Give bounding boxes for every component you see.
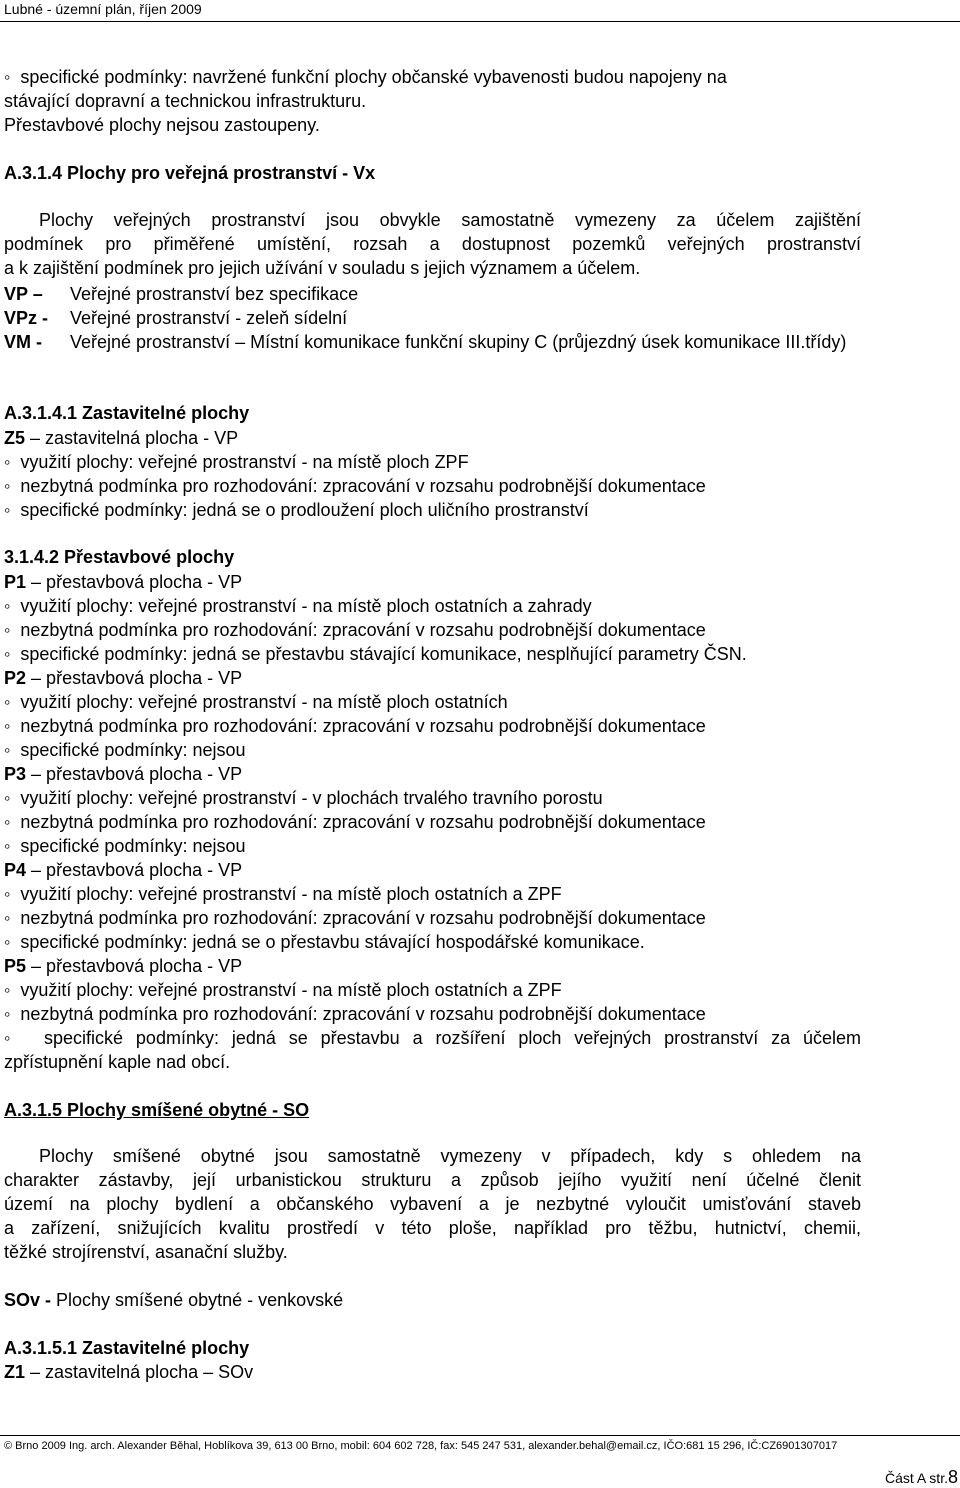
footer-rule bbox=[0, 1435, 960, 1436]
definition-text: Veřejné prostranství – Místní komunikace funkční skupiny C (průjezdný úsek komunikace III.třídy) bbox=[70, 332, 847, 352]
bullet-item: ◦ specifické podmínky: jedná se o přestavbu stávající hospodářské komunikace. bbox=[4, 931, 645, 953]
bullet-item: ◦ využití plochy: veřejné prostranství - na místě ploch ZPF bbox=[4, 451, 469, 473]
area-label: – zastavitelná plocha – SOv bbox=[30, 1362, 254, 1382]
definition-vpz bbox=[4, 307, 347, 329]
paragraph-line: a k zajištění podmínek pro jejich užívání v souladu s jejich významem a účelem. bbox=[4, 258, 641, 278]
bullet-item: ◦ specifické podmínky: nejsou bbox=[4, 739, 246, 761]
area-code: P4 bbox=[4, 860, 27, 880]
bullet-item: ◦ využití plochy: veřejné prostranství - na místě ploch ostatních a ZPF bbox=[4, 979, 562, 1001]
paragraph-line: území na plochy bydlení a občanského vybavení a je nezbytné vyloučit umisťování staveb bbox=[4, 1194, 861, 1214]
definition-vm bbox=[4, 330, 861, 354]
area-title bbox=[4, 1361, 253, 1383]
paragraph-line: Plochy veřejných prostranství jsou obvykle samostatně vymezeny za účelem zajištění bbox=[39, 210, 861, 230]
definition-text: Veřejné prostranství - zeleň sídelní bbox=[70, 308, 348, 328]
paragraph-line: podmínek pro přiměřené umístění, rozsah a dostupnost pozemků veřejných prostranství bbox=[4, 234, 861, 254]
definition-code: VPz - bbox=[4, 308, 49, 328]
area-code: P1 bbox=[4, 572, 27, 592]
definition-code: SOv - bbox=[4, 1290, 52, 1310]
definition-sov bbox=[4, 1289, 343, 1311]
area-title bbox=[4, 427, 238, 449]
bullet-item: ◦ specifické podmínky: jedná se přestavbu a rozšíření ploch veřejných prostranství za účelem bbox=[4, 1026, 861, 1050]
header-title: Lubné - územní plán, říjen 2009 bbox=[4, 1, 202, 17]
area-title bbox=[4, 955, 242, 977]
subsection-heading: 3.1.4.2 Přestavbové plochy bbox=[4, 547, 235, 567]
bullet-item: ◦ specifické podmínky: nejsou bbox=[4, 835, 246, 857]
text-line: Přestavbové plochy nejsou zastoupeny. bbox=[4, 115, 320, 135]
bullet-item: ◦ nezbytná podmínka pro rozhodování: zpracování v rozsahu podrobnější dokumentace bbox=[4, 907, 706, 929]
text-line: zpřístupnění kaple nad obcí. bbox=[4, 1052, 231, 1072]
area-label: – přestavbová plocha - VP bbox=[31, 764, 243, 784]
area-label: – přestavbová plocha - VP bbox=[31, 668, 243, 688]
definition-vp bbox=[4, 283, 358, 305]
bullet-item: ◦ využití plochy: veřejné prostranství - na místě ploch ostatních a ZPF bbox=[4, 883, 562, 905]
definition-code: VM - bbox=[4, 332, 42, 352]
bullet-item: ◦ využití plochy: veřejné prostranství - na místě ploch ostatních bbox=[4, 691, 508, 713]
area-code: P2 bbox=[4, 668, 27, 688]
bullet-item: ◦ nezbytná podmínka pro rozhodování: zpracování v rozsahu podrobnější dokumentace bbox=[4, 475, 706, 497]
definition-text: Plochy smíšené obytné - venkovské bbox=[56, 1290, 344, 1310]
area-code: Z1 bbox=[4, 1362, 26, 1382]
definition-text: Veřejné prostranství bez specifikace bbox=[70, 284, 359, 304]
bullet-item: ◦ využití plochy: veřejné prostranství - na místě ploch ostatních a zahrady bbox=[4, 595, 592, 617]
section-heading: A.3.1.5 Plochy smíšené obytné - SO bbox=[4, 1100, 310, 1120]
header-rule bbox=[0, 21, 960, 22]
bullet-item: ◦ specifické podmínky: jedná se přestavbu stávající komunikace, nesplňující parametry ČSN. bbox=[4, 643, 747, 665]
subsection-heading: A.3.1.5.1 Zastavitelné plochy bbox=[4, 1338, 250, 1358]
subsection-heading: A.3.1.4.1 Zastavitelné plochy bbox=[4, 403, 250, 423]
area-title bbox=[4, 667, 242, 689]
area-label: – zastavitelná plocha - VP bbox=[30, 428, 239, 448]
bullet-item: ◦ nezbytná podmínka pro rozhodování: zpracování v rozsahu podrobnější dokumentace bbox=[4, 811, 706, 833]
bullet-item: ◦ nezbytná podmínka pro rozhodování: zpracování v rozsahu podrobnější dokumentace bbox=[4, 619, 706, 641]
section-heading: A.3.1.4 Plochy pro veřejná prostranství - Vx bbox=[4, 163, 376, 183]
bullet-item: ◦ nezbytná podmínka pro rozhodování: zpracování v rozsahu podrobnější dokumentace bbox=[4, 715, 706, 737]
paragraph-line: a zařízení, snižujících kvalitu prostředí v této ploše, například pro těžbu, hutnictví, chemii, bbox=[4, 1218, 861, 1238]
page-label: Část A str. bbox=[884, 1470, 948, 1486]
text-line: stávající dopravní a technickou infrastrukturu. bbox=[4, 91, 367, 111]
paragraph-line: Plochy smíšené obytné jsou samostatně vymezeny v případech, kdy s ohledem na bbox=[39, 1146, 861, 1166]
paragraph-line: těžké strojírenství, asanační služby. bbox=[4, 1242, 288, 1262]
area-title bbox=[4, 763, 242, 785]
bullet-item: ◦ specifické podmínky: navržené funkční plochy občanské vybavenosti budou napojeny na bbox=[4, 66, 727, 88]
area-code: Z5 bbox=[4, 428, 26, 448]
area-code: P5 bbox=[4, 956, 27, 976]
area-code: P3 bbox=[4, 764, 27, 784]
area-label: – přestavbová plocha - VP bbox=[31, 956, 243, 976]
footer-text: © Brno 2009 Ing. arch. Alexander Běhal, Hoblíkova 39, 613 00 Brno, mobil: 604 602 728, fax: 545 247 531, alexander.behal@email.cz, IČO:681 15 296, IČ:CZ6901307017 bbox=[4, 1440, 838, 1452]
page-number bbox=[885, 1467, 958, 1488]
bullet-item: ◦ specifické podmínky: jedná se o prodloužení ploch uličního prostranství bbox=[4, 499, 589, 521]
area-title bbox=[4, 571, 242, 593]
area-title bbox=[4, 859, 242, 881]
definition-code: VP – bbox=[4, 284, 43, 304]
page-number-value: 8 bbox=[947, 1467, 958, 1487]
area-label: – přestavbová plocha - VP bbox=[31, 572, 243, 592]
paragraph-line: charakter zástavby, její urbanistickou strukturu a způsob jejího využití není účelné členit bbox=[4, 1170, 861, 1190]
area-label: – přestavbová plocha - VP bbox=[31, 860, 243, 880]
bullet-item: ◦ využití plochy: veřejné prostranství - v plochách trvalého travního porostu bbox=[4, 787, 603, 809]
bullet-item: ◦ nezbytná podmínka pro rozhodování: zpracování v rozsahu podrobnější dokumentace bbox=[4, 1003, 706, 1025]
